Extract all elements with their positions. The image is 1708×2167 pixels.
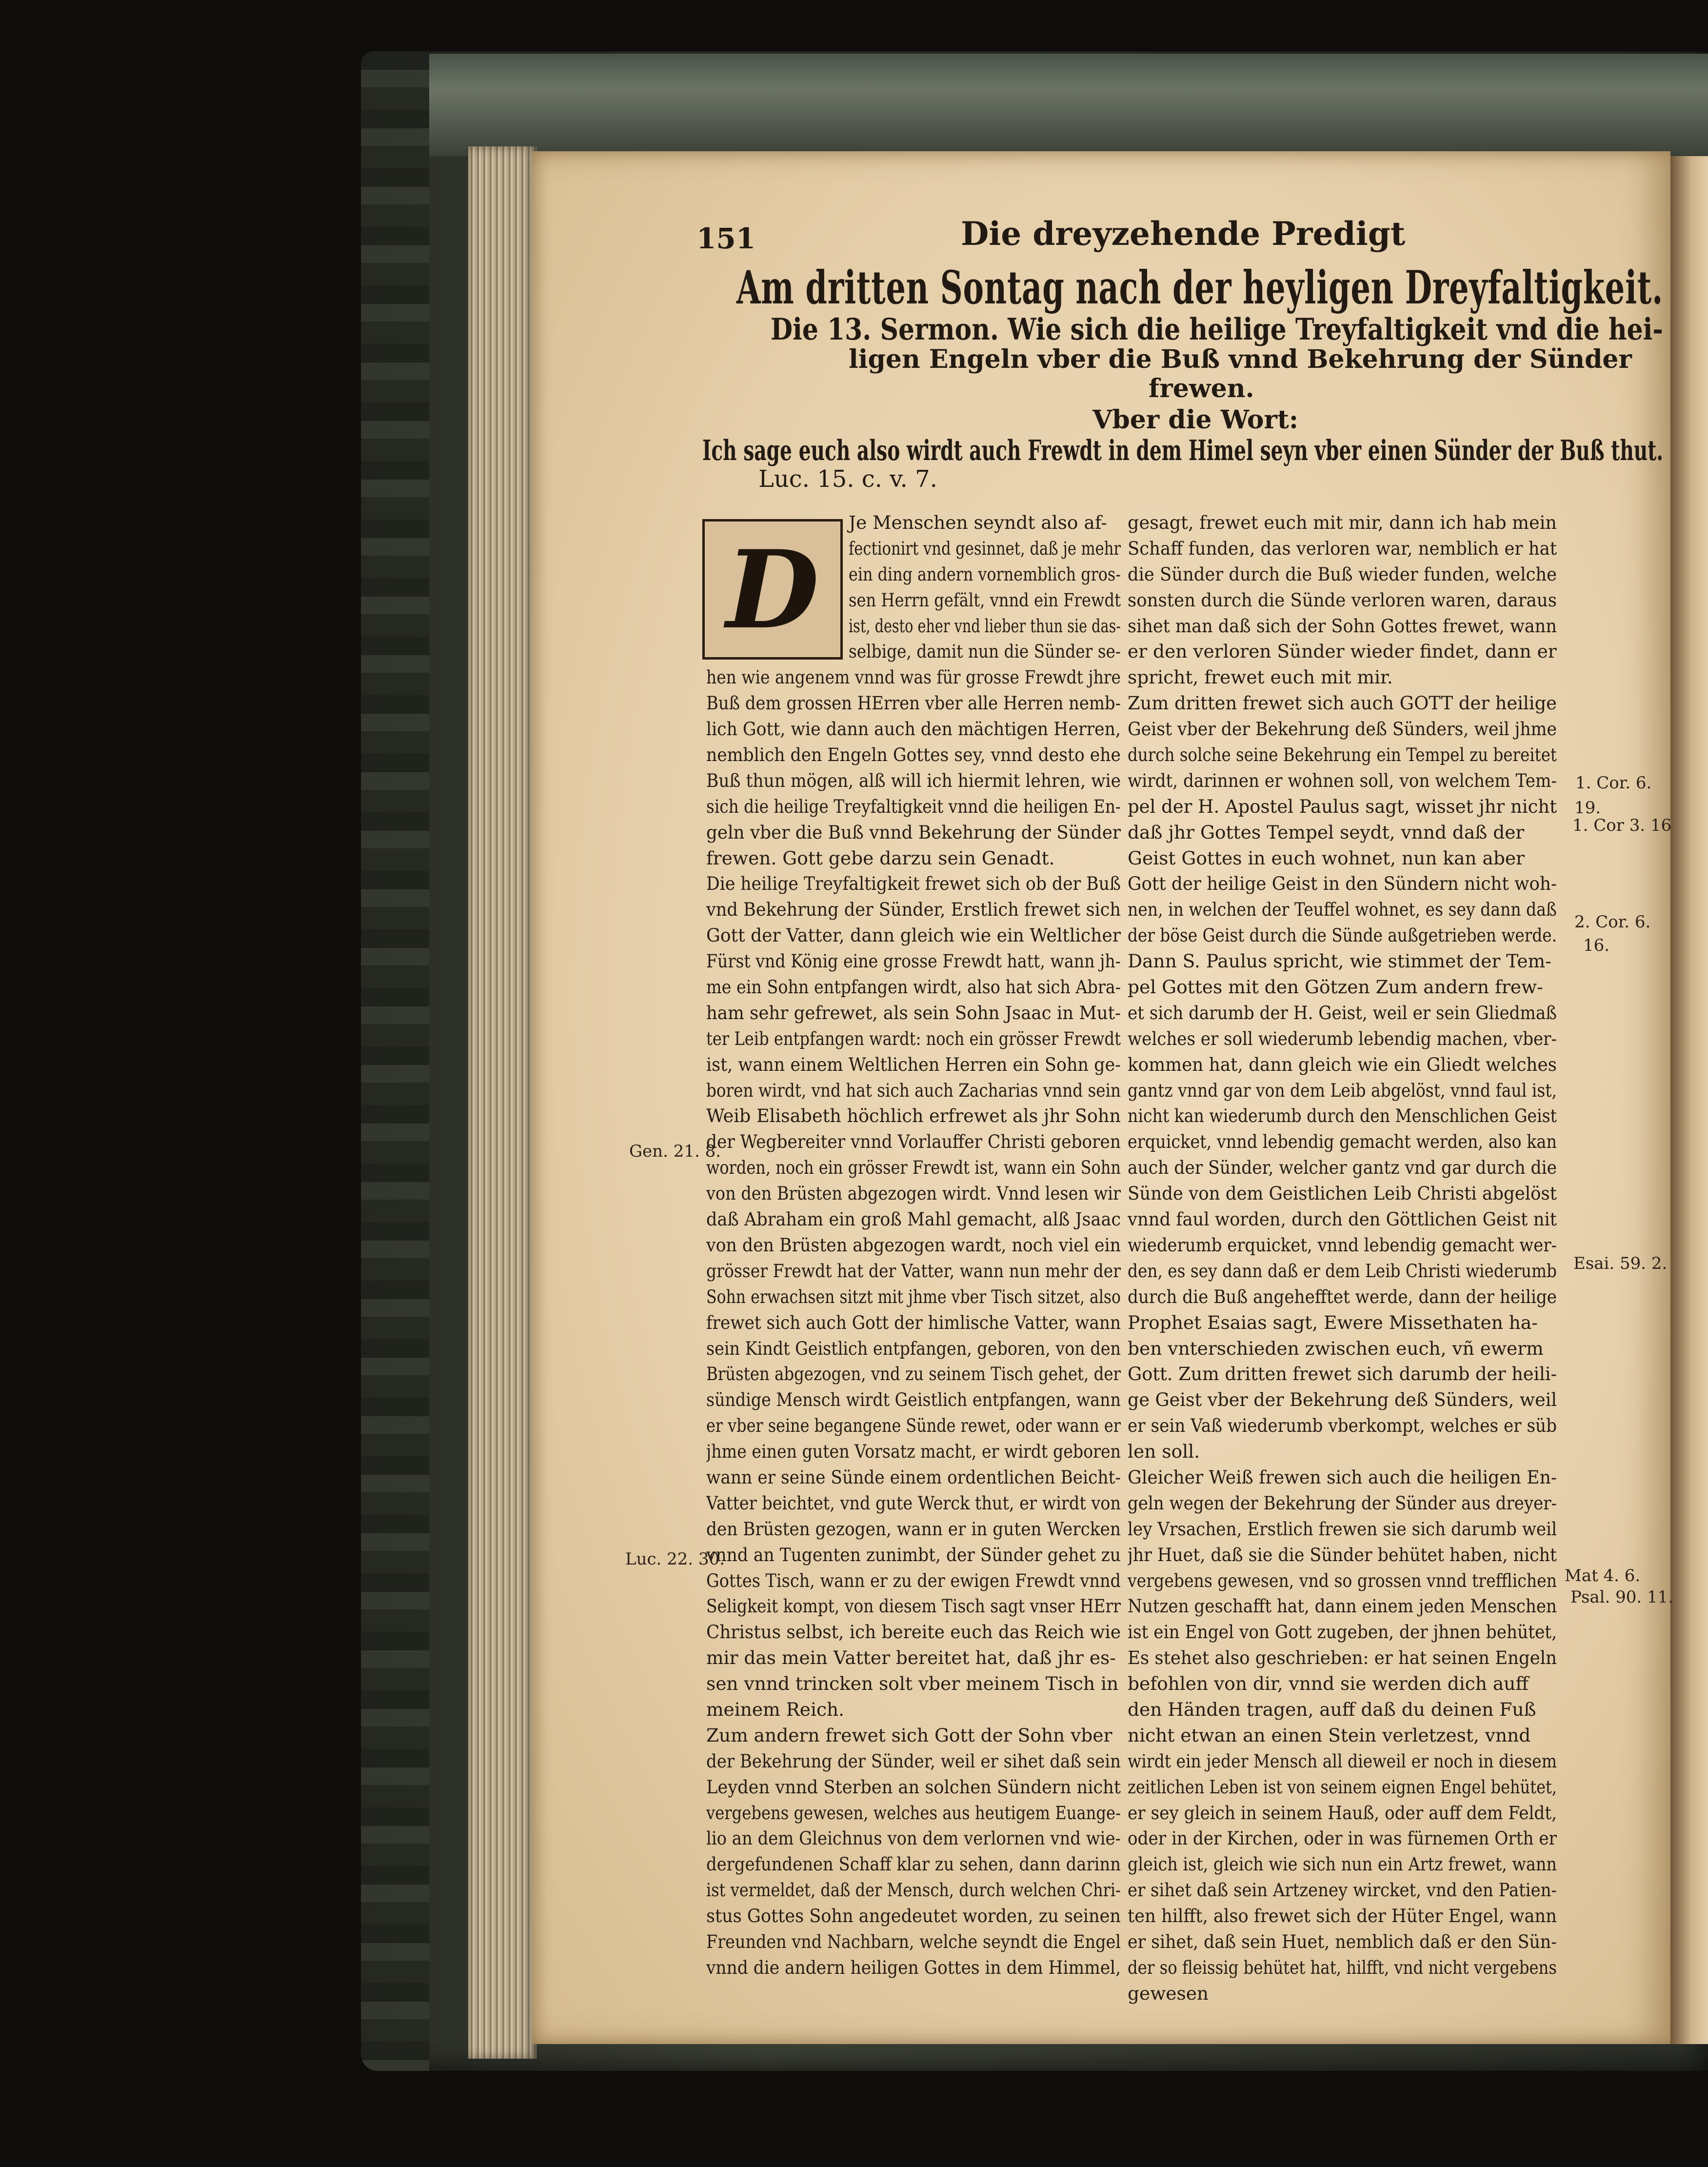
text-line: grösser Frewdt hat der Vatter, wann nun mehr der: [706, 1260, 1121, 1282]
text-line: jhme einen guten Vorsatz macht, er wirdt geboren: [706, 1441, 1121, 1463]
text-line: frewen. Gott gebe darzu sein Genadt.: [706, 847, 1055, 869]
text-line: Zum dritten frewet sich auch GOTT der heilige: [1128, 692, 1557, 714]
text-line: Leyden vnnd Sterben an solchen Sündern nicht: [706, 1776, 1121, 1798]
text-line: nen, in welchen der Teuffel wohnet, es sey dann daß: [1128, 899, 1557, 921]
text-line: et sich darumb der H. Geist, weil er sein Gliedmaß: [1128, 1002, 1557, 1023]
text-line: lich Gott, wie dann auch den mächtigen Herren,: [706, 718, 1121, 740]
book-spine: [361, 51, 429, 2071]
text-line: Zum andern frewet sich Gott der Sohn vber: [706, 1724, 1112, 1746]
text-line: frewet sich auch Gott der himlische Vatter, wann: [706, 1311, 1121, 1333]
text-line: daß jhr Gottes Tempel seydt, vnnd daß der: [1128, 821, 1525, 843]
text-line: ist, wann einem Weltlichen Herren ein Sohn ge-: [706, 1053, 1121, 1075]
drop-cap-initial: D: [702, 519, 843, 660]
text-line: Buß dem grossen HErren vber alle Herren nemb-: [706, 692, 1121, 714]
text-line: sen vnnd trincken solt vber meinem Tisch in: [706, 1673, 1119, 1695]
text-line: Buß thun mögen, alß will ich hiermit lehren, wie: [706, 769, 1121, 791]
cover-top-edge: [429, 54, 1708, 156]
text-line: hen wie angenem vnnd was für grosse Frewdt jhre: [706, 666, 1121, 688]
text-line: Freunden vnd Nachbarn, welche seyndt die Engel: [706, 1930, 1121, 1952]
text-line: Die heilige Treyfaltigkeit frewet sich ob der Buß: [706, 873, 1121, 895]
text-line: Je Menschen seyndt also af-: [849, 512, 1107, 533]
margin-note-gen: Gen. 21. 8.: [629, 1142, 721, 1161]
margin-note-2-cor-6: 2. Cor. 6.: [1574, 912, 1651, 932]
text-line: ist vermeldet, daß der Mensch, durch welchen Chri-: [706, 1879, 1121, 1901]
text-line: Fürst vnd König eine grosse Frewdt hatt, wann jh-: [706, 950, 1121, 972]
text-line: die Sünder durch die Buß wieder funden, welche: [1128, 563, 1557, 585]
text-line: von den Brüsten abgezogen wirdt. Vnnd lesen wir: [706, 1183, 1121, 1204]
text-line: fectionirt vnd gesinnet, daß je mehr: [849, 537, 1121, 559]
text-line: Christus selbst, ich bereite euch das Reich wie: [706, 1621, 1121, 1643]
text-line: Prophet Esaias sagt, Ewere Missethaten ha-: [1128, 1311, 1538, 1333]
facing-page-gutter: [1670, 156, 1708, 2044]
text-line: Brüsten abgezogen, vnd zu seinem Tisch gehet, der: [706, 1363, 1121, 1385]
margin-note-1-cor-3: 1. Cor 3. 16: [1572, 816, 1672, 835]
text-line: er vber seine begangene Sünde rewet, oder wann er: [706, 1415, 1121, 1437]
text-line: gesagt, frewet euch mit mir, dann ich hab mein: [1128, 512, 1557, 533]
right-text-column: [1128, 510, 1557, 2006]
text-line: er sein Vaß wiederumb vberkompt, welches er süb: [1128, 1415, 1557, 1437]
text-line: Sohn erwachsen sitzt mit jhme vber Tisch sitzet, also: [706, 1285, 1121, 1307]
text-line: Geist Gottes in euch wohnet, nun kan aber: [1128, 847, 1525, 869]
text-line: vnnd die andern heiligen Gottes in dem Himmel,: [706, 1956, 1121, 1978]
text-line: vergebens gewesen, vnd so grossen vnnd trefflichen: [1128, 1569, 1557, 1591]
text-line: sündige Mensch wirdt Geistlich entpfangen, wann: [706, 1389, 1121, 1411]
text-line: geln vber die Buß vnnd Bekehrung der Sünder: [706, 821, 1121, 843]
text-line: der Wegbereiter vnnd Vorlauffer Christi geboren: [706, 1131, 1121, 1153]
text-line: meinem Reich.: [706, 1698, 845, 1720]
page-block-edge: [468, 146, 536, 2059]
text-line: dergefundenen Schaff klar zu sehen, dann darinn: [706, 1853, 1121, 1875]
text-line: vnnd faul worden, durch den Göttlichen Geist nit: [1128, 1208, 1557, 1230]
text-line: auch der Sünder, welcher gantz vnd gar durch die: [1128, 1157, 1557, 1179]
page-number: 151: [696, 222, 756, 255]
text-line: nicht kan wiederumb durch den Menschlichen Geist: [1128, 1105, 1557, 1127]
sermon-subtitle-line-2: ligen Engeln vber die Buß vnnd Bekehrung der Sünder: [849, 344, 1632, 374]
text-line: er sey gleich in seinem Hauß, oder auff dem Feldt,: [1128, 1802, 1557, 1824]
text-line: befohlen von dir, vnnd sie werden dich auff: [1128, 1673, 1529, 1695]
text-line: den Brüsten gezogen, wann er in guten Wercken: [706, 1518, 1121, 1540]
text-line: vnnd an Tugenten zunimbt, der Sünder gehet zu: [706, 1544, 1121, 1565]
text-line: daß Abraham ein groß Mahl gemacht, alß Jsaac: [706, 1208, 1121, 1230]
text-line: ge Geist vber der Bekehrung deß Sünders, weil: [1128, 1389, 1557, 1411]
scripture-verse: Ich sage euch also wirdt auch Frewdt in dem Himel seyn vber einen Sünder der Buß thut.: [702, 434, 1663, 467]
text-line: durch solche seine Bekehrung ein Tempel zu bereitet: [1128, 744, 1557, 766]
text-line: gantz vnnd gar von dem Leib abgelöst, vnnd faul ist,: [1128, 1079, 1557, 1101]
text-line: spricht, frewet euch mit mir.: [1128, 666, 1393, 688]
text-line: ley Vrsachen, Erstlich frewen sie sich darumb weil: [1128, 1518, 1557, 1540]
text-line: vergebens gewesen, welches aus heutigem Euange-: [706, 1802, 1121, 1824]
text-line: nicht etwan an einen Stein verletzest, vnnd: [1128, 1724, 1531, 1746]
sermon-subtitle-line-1: Die 13. Sermon. Wie sich die heilige Treyfaltigkeit vnd die hei-: [771, 312, 1663, 347]
text-line: me ein Sohn entpfangen wirdt, also hat sich Abra-: [706, 976, 1121, 998]
text-line: wann er seine Sünde einem ordentlichen Beicht-: [706, 1466, 1121, 1488]
text-line: geln wegen der Bekehrung der Sünder aus dreyer-: [1128, 1492, 1557, 1514]
text-line: er den verloren Sünder wieder findet, dann er: [1128, 641, 1557, 662]
text-line: Gott der Vatter, dann gleich wie ein Weltlicher: [706, 924, 1121, 946]
margin-note-mat: Mat 4. 6.: [1565, 1566, 1641, 1585]
text-line: ben vnterschieden zwischen euch, vñ ewerm: [1128, 1337, 1544, 1359]
margin-note-esai: Esai. 59. 2.: [1573, 1254, 1668, 1273]
margin-note-psal: Psal. 90. 11.: [1570, 1587, 1674, 1607]
text-line: Es stehet also geschrieben: er hat seinen Engeln: [1128, 1647, 1557, 1669]
text-line: der böse Geist durch die Sünde außgetrieben werde.: [1128, 924, 1557, 946]
text-line: welches er soll wiederumb lebendig machen, vber-: [1128, 1027, 1557, 1049]
text-line: oder in der Kirchen, oder in was fürnemen Orth er: [1128, 1827, 1557, 1849]
text-line: ist, desto eher vnd lieber thun sie das-: [849, 615, 1121, 637]
text-line: ter Leib entpfangen wardt: noch ein grösser Frewdt: [706, 1027, 1121, 1049]
text-line: Sünde von dem Geistlichen Leib Christi abgelöst: [1128, 1183, 1557, 1204]
text-line: sihet man daß sich der Sohn Gottes frewet, wann: [1128, 615, 1557, 637]
text-line: wirdt, darinnen er wohnen soll, von welchem Tem-: [1128, 769, 1557, 791]
uber-die-wort-heading: Vber die Wort:: [1092, 405, 1299, 435]
text-line: pel Gottes mit den Götzen Zum andern frew-: [1128, 976, 1543, 998]
text-line: gewesen: [1128, 1982, 1209, 2004]
text-line: er sihet, daß sein Huet, nemblich daß er den Sün-: [1128, 1930, 1557, 1952]
text-line: Gott. Zum dritten frewet sich darumb der heili-: [1128, 1363, 1557, 1385]
running-head: Die dreyzehende Predigt: [961, 215, 1406, 253]
text-line: Nutzen geschafft hat, dann einem jeden Menschen: [1128, 1595, 1557, 1617]
text-line: ten hilfft, also frewet sich der Hüter Engel, wann: [1128, 1905, 1557, 1927]
text-line: worden, noch ein grösser Frewdt ist, wann ein Sohn: [706, 1157, 1121, 1179]
verse-citation: Luc. 15. c. v. 7.: [758, 465, 937, 493]
text-line: jhr Huet, daß sie die Sünder behütet haben, nicht: [1128, 1544, 1557, 1565]
margin-note-2-cor-6-verse: 16.: [1583, 936, 1610, 955]
text-line: Gleicher Weiß frewen sich auch die heiligen En-: [1128, 1466, 1557, 1488]
text-line: Dann S. Paulus spricht, wie stimmet der Tem-: [1128, 950, 1551, 972]
text-line: er sihet daß sein Artzeney wircket, vnd den Patien-: [1128, 1879, 1557, 1901]
text-line: sein Kindt Geistlich entpfangen, geboren, von den: [706, 1337, 1121, 1359]
text-line: sich die heilige Treyfaltigkeit vnnd die heiligen En-: [706, 795, 1121, 817]
text-line: ein ding andern vornemblich gros-: [849, 563, 1121, 585]
text-line: Gottes Tisch, wann er zu der ewigen Frewdt vnnd: [706, 1569, 1121, 1591]
left-text-column: [706, 510, 1121, 1981]
text-line: len soll.: [1128, 1441, 1200, 1463]
text-line: mir das mein Vatter bereitet hat, daß jhr es-: [706, 1647, 1116, 1669]
text-line: ham sehr gefrewet, als sein Sohn Jsaac in Mut-: [706, 1002, 1121, 1023]
text-line: Seligkeit kompt, von diesem Tisch sagt vnser HErr: [706, 1595, 1121, 1617]
text-line: den Händen tragen, auff daß du deinen Fuß: [1128, 1698, 1536, 1720]
text-line: pel der H. Apostel Paulus sagt, wisset jhr nicht: [1128, 795, 1557, 817]
margin-note-1-cor-6-verse: 19.: [1574, 798, 1601, 818]
text-line: Geist vber der Bekehrung deß Sünders, weil jhme: [1128, 718, 1557, 740]
text-line: von den Brüsten abgezogen wardt, noch viel ein: [706, 1234, 1121, 1256]
sermon-title: Am dritten Sontag nach der heyligen Dreyfaltigkeit.: [736, 261, 1663, 315]
sermon-subtitle-line-3: frewen.: [1149, 374, 1254, 403]
text-line: durch die Buß angehefftet werde, dann der heilige: [1128, 1285, 1557, 1307]
text-line: der so fleissig behütet hat, hilfft, vnd nicht vergebens: [1128, 1956, 1557, 1978]
text-line: boren wirdt, vnd hat sich auch Zacharias vnnd sein: [706, 1079, 1121, 1101]
text-line: der Bekehrung der Sünder, weil er sihet daß sein: [706, 1750, 1121, 1772]
text-line: ist ein Engel von Gott zugeben, der jhnen behütet,: [1128, 1621, 1557, 1643]
text-line: wiederumb erquicket, vnnd lebendig gemacht wer-: [1128, 1234, 1557, 1256]
text-line: Vatter beichtet, vnd gute Werck thut, er wirdt von: [706, 1492, 1121, 1514]
text-line: sen Herrn gefält, vnnd ein Frewdt: [849, 589, 1121, 611]
text-line: Schaff funden, das verloren war, nemblich er hat: [1128, 537, 1557, 559]
text-line: nemblich den Engeln Gottes sey, vnnd desto ehe: [706, 744, 1121, 766]
margin-note-1-cor-6: 1. Cor. 6.: [1575, 773, 1652, 793]
text-line: gleich ist, gleich wie sich nun ein Artz frewet, wann: [1128, 1853, 1557, 1875]
text-line: sonsten durch die Sünde verloren waren, daraus: [1128, 589, 1557, 611]
text-line: kommen hat, dann gleich wie ein Gliedt welches: [1128, 1053, 1557, 1075]
text-line: Gott der heilige Geist in den Sündern nicht woh-: [1128, 873, 1557, 895]
text-line: selbige, damit nun die Sünder se-: [849, 641, 1121, 662]
text-line: stus Gottes Sohn angedeutet worden, zu seinen: [706, 1905, 1121, 1927]
text-line: wirdt ein jeder Mensch all dieweil er noch in diesem: [1128, 1750, 1557, 1772]
text-line: den, es sey dann daß er dem Leib Christi wiederumb: [1128, 1260, 1557, 1282]
text-line: Weib Elisabeth höchlich erfrewet als jhr Sohn: [706, 1105, 1121, 1127]
text-line: vnd Bekehrung der Sünder, Erstlich frewet sich: [706, 899, 1121, 921]
margin-note-luc: Luc. 22. 30.: [625, 1549, 725, 1569]
text-line: zeitlichen Leben ist von seinem eignen Engel behütet,: [1128, 1776, 1557, 1798]
text-line: erquicket, vnnd lebendig gemacht werden, also kan: [1128, 1131, 1557, 1153]
text-line: lio an dem Gleichnus von dem verlornen vnd wie-: [706, 1827, 1121, 1849]
